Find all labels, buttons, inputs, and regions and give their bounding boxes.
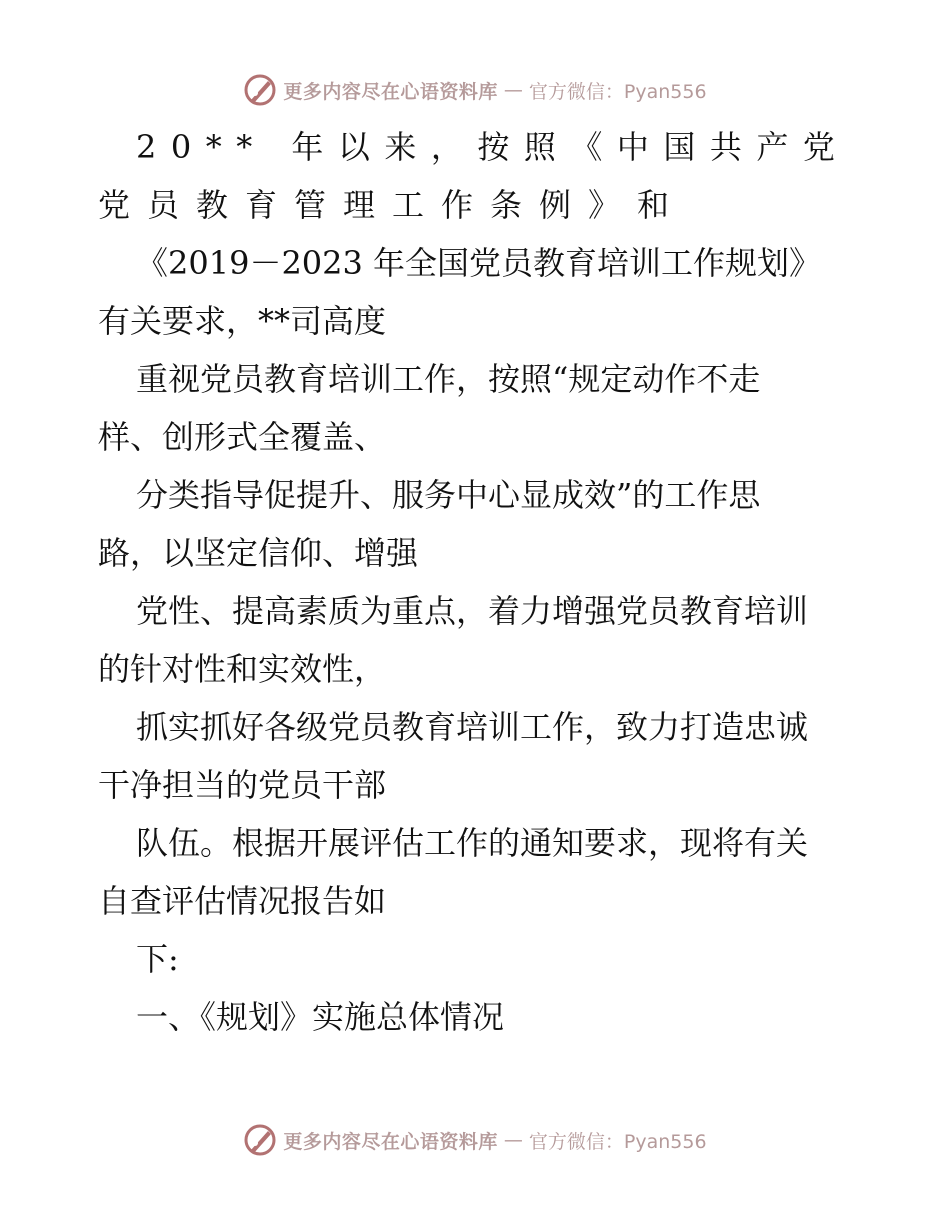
watermark-banner-top <box>0 70 950 110</box>
watermark-banner-bottom <box>0 1120 950 1160</box>
watermark-separator: — <box>503 79 523 101</box>
document-body <box>98 118 858 1046</box>
paragraph-line-4: 有关要求，**司高度 <box>98 302 387 340</box>
paragraph-line-9: 党性、提高素质为重点，着力增强党员教育培训 <box>136 592 809 630</box>
paragraph-line-2: 党员教育管理工作条例》和 <box>98 186 687 224</box>
paragraph-line-10: 的针对性和实效性， <box>98 650 387 688</box>
paragraph-line-8: 路，以坚定信仰、增强 <box>98 534 419 572</box>
watermark-text: 更多内容尽在心语资料库 <box>283 1130 498 1153</box>
watermark-contact: 官方微信：Pyan556 <box>528 80 707 103</box>
paragraph-line-6: 样、创形式全覆盖、 <box>98 418 387 456</box>
paragraph-line-11: 抓实抓好各级党员教育培训工作，致力打造忠诚 <box>136 708 809 746</box>
paragraph-line-5: 重视党员教育培训工作，按照“规定动作不走 <box>136 360 761 398</box>
pen-logo-icon <box>243 73 277 107</box>
paragraph-line-15: 下: <box>136 940 179 978</box>
paragraph-line-1: 20** 年以来，按照《中国共产党 <box>136 128 850 166</box>
watermark-text: 更多内容尽在心语资料库 <box>283 80 498 103</box>
section-heading: 一、《规划》实施总体情况 <box>136 998 505 1036</box>
paragraph-line-7: 分类指导促提升、服务中心显成效”的工作思 <box>136 476 761 514</box>
watermark-separator: — <box>503 1129 523 1151</box>
paragraph-line-12: 干净担当的党员干部 <box>98 766 387 804</box>
paragraph-line-3: 《2019－2023 年全国党员教育培训工作规划》 <box>136 244 822 282</box>
pen-logo-icon <box>243 1123 277 1157</box>
watermark-contact: 官方微信：Pyan556 <box>528 1130 707 1153</box>
paragraph-line-14: 自查评估情况报告如 <box>98 882 387 920</box>
paragraph-line-13: 队伍。根据开展评估工作的通知要求，现将有关 <box>136 824 809 862</box>
